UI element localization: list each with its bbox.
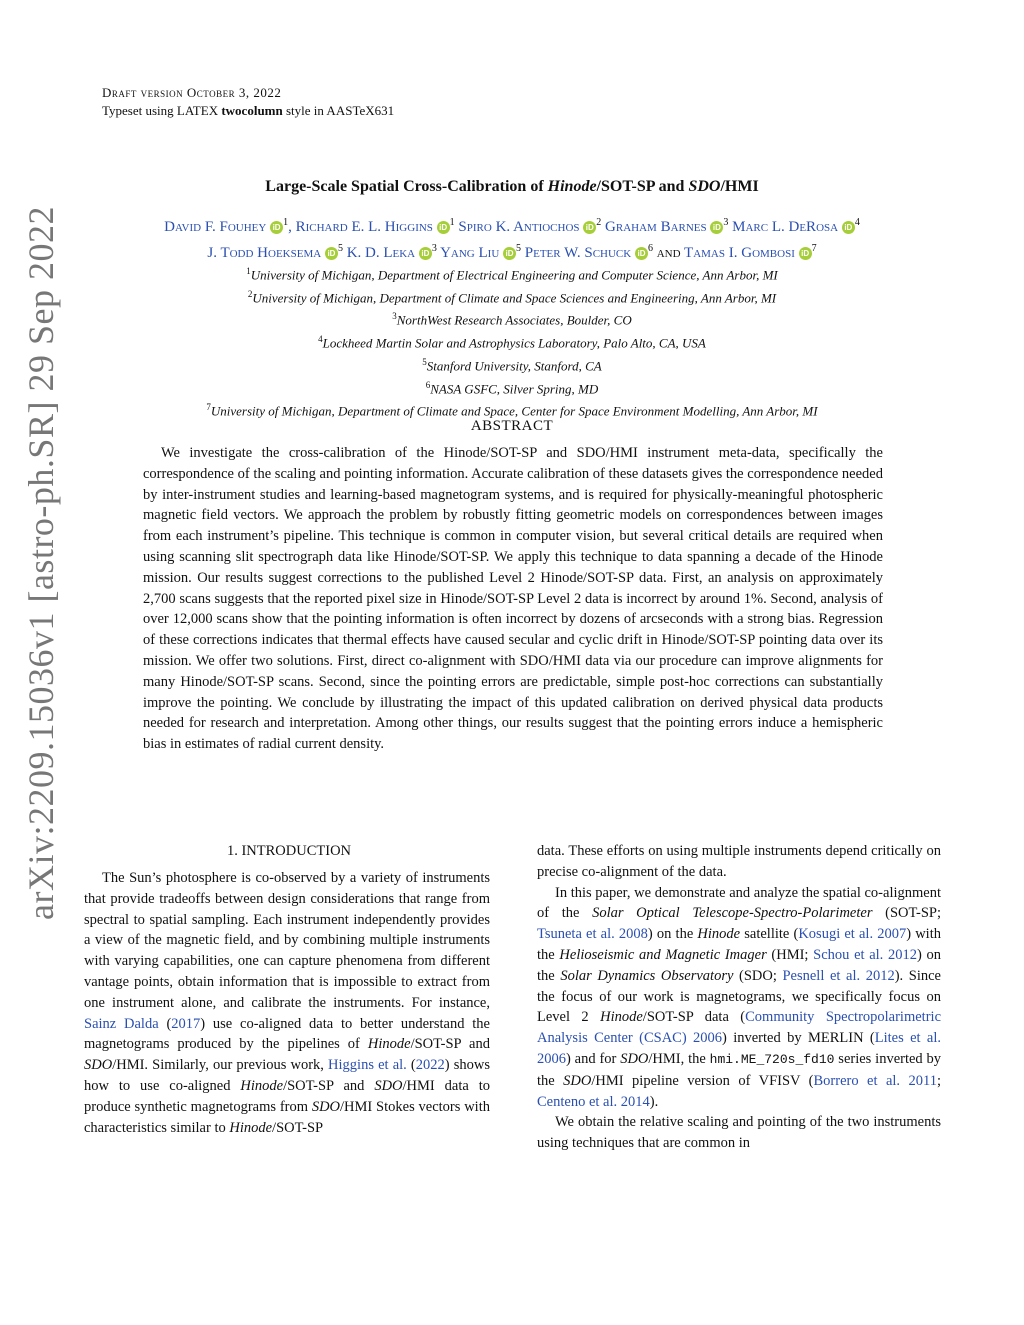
citation-link[interactable]: Kosugi et al. 2007 [798,926,907,943]
series-name: hmi.ME_720s_fd10 [709,1051,835,1067]
orcid-icon[interactable]: iD [325,247,338,260]
text-run: In this paper, we demonstrate and analyze the spatial co-alignment of the [537,884,941,922]
affil-text: University of Michigan, Department of Climate and Space Sciences and Engineering, Ann Arbor, MI [252,290,777,306]
author-link[interactable]: Spiro K. Antiochos [458,219,580,235]
affiliation-list [60,262,964,421]
citation-link[interactable]: Community Spectropolarimetric Analysis Center (CSAC) 2006 [537,1009,941,1047]
author-affil-sup: 2 [596,217,602,228]
author-link[interactable]: Graham Barnes [605,219,707,235]
twocolumn-word: twocolumn [221,103,283,118]
affiliation [60,376,964,399]
citation-link[interactable]: Schou et al. 2012 [813,946,917,963]
text-run: SDO [84,1057,113,1074]
authors-and: and [656,245,681,261]
author-link[interactable]: Marc L. DeRosa [732,219,839,235]
author-affil-sup: 3 [431,243,437,254]
affiliation [60,262,964,285]
author-link[interactable]: Peter W. Schuck [524,245,632,261]
author-affil-sup: 4 [854,217,860,228]
text-run: satellite ( [740,926,799,943]
abstract-body [143,443,883,755]
affil-text: University of Michigan, Department of Climate and Space, Center for Space Environment Modelling, Ann Arbor, MI [210,403,818,419]
author-link[interactable]: K. D. Leka [346,245,416,261]
text-run: ) on the [537,946,941,984]
text-run: Hinode [367,1036,411,1053]
author-link[interactable]: Tamas I. Gombosi [684,245,795,261]
text-run: /SOT-SP and [283,1077,375,1094]
orcid-icon[interactable]: iD [270,221,283,234]
orcid-icon[interactable]: iD [799,247,812,260]
text-run: ) on the [647,926,698,943]
typeset-suffix: style in AASTeX631 [282,103,395,118]
text-run: SDO [620,1050,649,1067]
affil-sup: 1 [246,266,251,276]
text-run: SDO [311,1098,341,1115]
text-run: ). [649,1093,659,1110]
abstract-heading: ABSTRACT [470,418,554,434]
title-part: /SOT-SP and [596,178,689,195]
text-run: ) inverted by MERLIN ( [722,1030,875,1047]
text-run: ) use co-aligned data to better understand the magnetograms produced by the pipelines of [84,1015,490,1053]
citation-link[interactable]: Higgins et al. [328,1057,407,1074]
affil-text: NorthWest Research Associates, Boulder, CO [396,312,632,328]
affiliation [60,330,964,353]
affiliation [60,353,964,376]
text-run: ). Since the focus of our work is magnetograms, we specifically focus on Level 2 [537,967,941,1026]
right-column [537,841,941,1154]
citation-link[interactable]: Pesnell et al. 2012 [782,967,895,984]
orcid-icon[interactable]: iD [503,247,516,260]
text-run: ; [936,1072,941,1089]
orcid-icon[interactable]: iD [635,247,648,260]
author-affil-sup: 1 [449,217,455,228]
intro-paragraph-1-cont: data. These efforts on using multiple instruments depend critically on precise co-alignment of the data. [537,843,941,880]
paper-title [0,178,1024,196]
text-run: Hinode [229,1119,273,1136]
affil-sup: 3 [392,311,397,322]
text-run: The Sun’s photosphere is co-observed by a variety of instruments that provide tradeoffs between design considerations that range from spectral to spatial sampling. Each instrument independently provides a view of the magnetic field, and by combining multiple instruments with varying capabilities, one can capture phenomena from different vantage points, obtain information that is impossible to extract from one instrument alone, and calibrate the instruments. For instance, [84,870,490,1011]
typeset-prefix: Typeset using [102,103,177,118]
latex-logo: LATEX [176,103,219,118]
affil-sup: 2 [247,288,253,299]
author-affil-sup: 5 [516,243,522,254]
text-run: /SOT-SP [272,1119,324,1136]
citation-link[interactable]: Tsuneta et al. 2008 [537,926,648,943]
title-part: /HMI [720,178,759,195]
orcid-icon[interactable]: iD [437,221,450,234]
text-run: (HMI; [766,946,814,963]
citation-link[interactable]: Sainz Dalda [84,1015,159,1032]
citation-link[interactable]: 2017 [171,1015,201,1032]
text-run: /SOT-SP data ( [642,1009,746,1026]
author-affil-sup: 1 [283,217,289,228]
citation-link[interactable]: Centeno et al. 2014 [537,1093,650,1110]
text-run: (SDO; [733,967,783,984]
author-affil-sup: 6 [647,243,653,254]
intro-paragraph-1 [84,868,490,1138]
affil-text: NASA GSFC, Silver Spring, MD [430,381,599,396]
text-run: Solar Dynamics Observatory [560,967,734,984]
citation-link[interactable]: Lites et al. 2006 [537,1030,942,1067]
section-heading-introduction: 1. INTRODUCTION [226,843,352,859]
orcid-icon[interactable]: iD [419,247,432,260]
arxiv-sidebar-stamp: arXiv:2209.15036v1 [astro-ph.SR] 29 Sep 2022 [21,206,61,920]
text-run: /HMI data to produce synthetic magnetograms from [84,1077,490,1115]
typeset-line [102,102,394,120]
text-run: /SOT-SP and [410,1036,490,1053]
citation-link[interactable]: 2022 [415,1057,445,1074]
text-run: /HMI pipeline version of VFISV ( [591,1072,814,1089]
author-list: David F. Fouhey iD $^1$, Richard E. L. Higgins iD $^1$ Spiro K. Antiochos iD $^2$ Graham Barnes iD $^3$ Marc L. DeRosa iD $^4$ J. Todd Hoeksema iD $^5$ K. D. Leka iD $^3$ Yang Liu iD $^5$ Peter W. Schuck iD $^6$ and Tamas I. Gombosi iD $^7$ [164,217,860,261]
text-run: /HMI, the [648,1050,710,1067]
author-link[interactable]: Yang Liu [440,245,500,261]
text-run: ) and for [566,1050,621,1067]
text-run: Helioseismic and Magnetic Imager [559,946,767,963]
title-hinode: Hinode [547,178,597,195]
text-run: SDO [374,1077,403,1094]
title-sdo: SDO [688,178,721,195]
affil-sup: 6 [425,379,431,390]
text-run: ( [158,1015,172,1032]
title-part: Large-Scale Spatial Cross-Calibration of [265,178,548,195]
affil-text: University of Michigan, Department of Electrical Engineering and Computer Science, Ann Arbor, MI [250,267,778,283]
affil-text: Stanford University, Stanford, CA [426,358,602,374]
affiliation [60,285,964,308]
author-link[interactable]: J. Todd Hoeksema [207,245,322,261]
affil-sup: 4 [318,334,323,345]
affil-text: Lockheed Martin Solar and Astrophysics Laboratory, Palo Alto, CA, USA [322,335,706,351]
text-run: SDO [563,1072,592,1089]
text-run: Hinode [240,1077,284,1094]
author-affil-sup: 3 [723,217,729,228]
text-run: ) shows how to use co-aligned [84,1057,490,1094]
abstract-text: We investigate the cross-calibration of the Hinode/SOT-SP and SDO/HMI instrument meta-data, specifically the correspondence of the scaling and pointing information. Accurate calibration of these datasets gives the correspondence needed by inter-instrument studies and learning-based magnetogram systems, and is required for physically-meaningful photospheric magnetic field vectors. We approach the problem by robustly fitting geometric models on correspondences between images from each instrument’s pipeline. This technique is common in computer vision, but several critical details are required when using scanning slit spectrograph data like Hinode/SOT-SP. We apply this technique to data spanning a decade of the Hinode mission. Our results suggest corrections to the published Level 2 Hinode/SOT-SP data. First, an analysis on approximately 2,700 scans suggests that the reported pixel size in Hinode/SOT-SP Level 2 data is incorrect by around 1%. Second, analysis of over 12,000 scans show that the pointing information is often incorrect by dozens of arcseconds with a strong bias. Regression of these corrections indicates that thermal effects have caused secular and cyclic drift in Hinode/SOT-SP pointing data over its mission. We offer two solutions. First, direct co-alignment with SDO/HMI data via our procedure can improve alignments for many Hinode/SOT-SP scans. Second, since the pointing errors are predictable, simple post-hoc corrections can substantially improve the pointing. We conclude by illustrating the impact of this updated calibration on derived physical data products needed for research and interpretation. Among other things, our results suggest that the pointing errors induce a hemispheric bias in estimates of radial current density. [143,445,883,753]
orcid-icon[interactable]: iD [583,221,596,234]
text-run: /HMI Stokes vectors with characteristics similar to [84,1098,490,1136]
text-run: ) with the [537,926,941,963]
text-run: Solar Optical Telescope-Spectro-Polarimeter [592,905,873,922]
author-link[interactable]: David F. Fouhey [164,219,267,235]
affil-sup: 7 [206,402,211,413]
text-run: series inverted by the [537,1050,942,1089]
draft-version: Draft version October 3, 2022 [102,85,282,100]
text-run: (SOT-SP; [872,905,941,922]
text-run: /HMI. Similarly, our previous work, [112,1057,329,1074]
text-run: Hinode [600,1009,643,1026]
citation-link[interactable]: Borrero et al. 2011 [813,1072,937,1089]
page-header [102,84,394,120]
text-run: Hinode [697,926,741,943]
intro-paragraph-3: We obtain the relative scaling and pointing of the two instruments using techniques that are common in [537,1114,941,1152]
author-affil-sup: 5 [337,243,343,254]
author-link[interactable]: Richard E. L. Higgins [295,219,433,235]
orcid-icon[interactable]: iD [710,221,723,234]
affiliation [60,307,964,330]
orcid-icon[interactable]: iD [842,221,855,234]
intro-paragraph-2 [537,883,941,1113]
text-run: ( [406,1057,416,1074]
affil-sup: 5 [422,356,427,367]
left-column [84,868,490,1138]
author-affil-sup: 7 [811,243,817,254]
